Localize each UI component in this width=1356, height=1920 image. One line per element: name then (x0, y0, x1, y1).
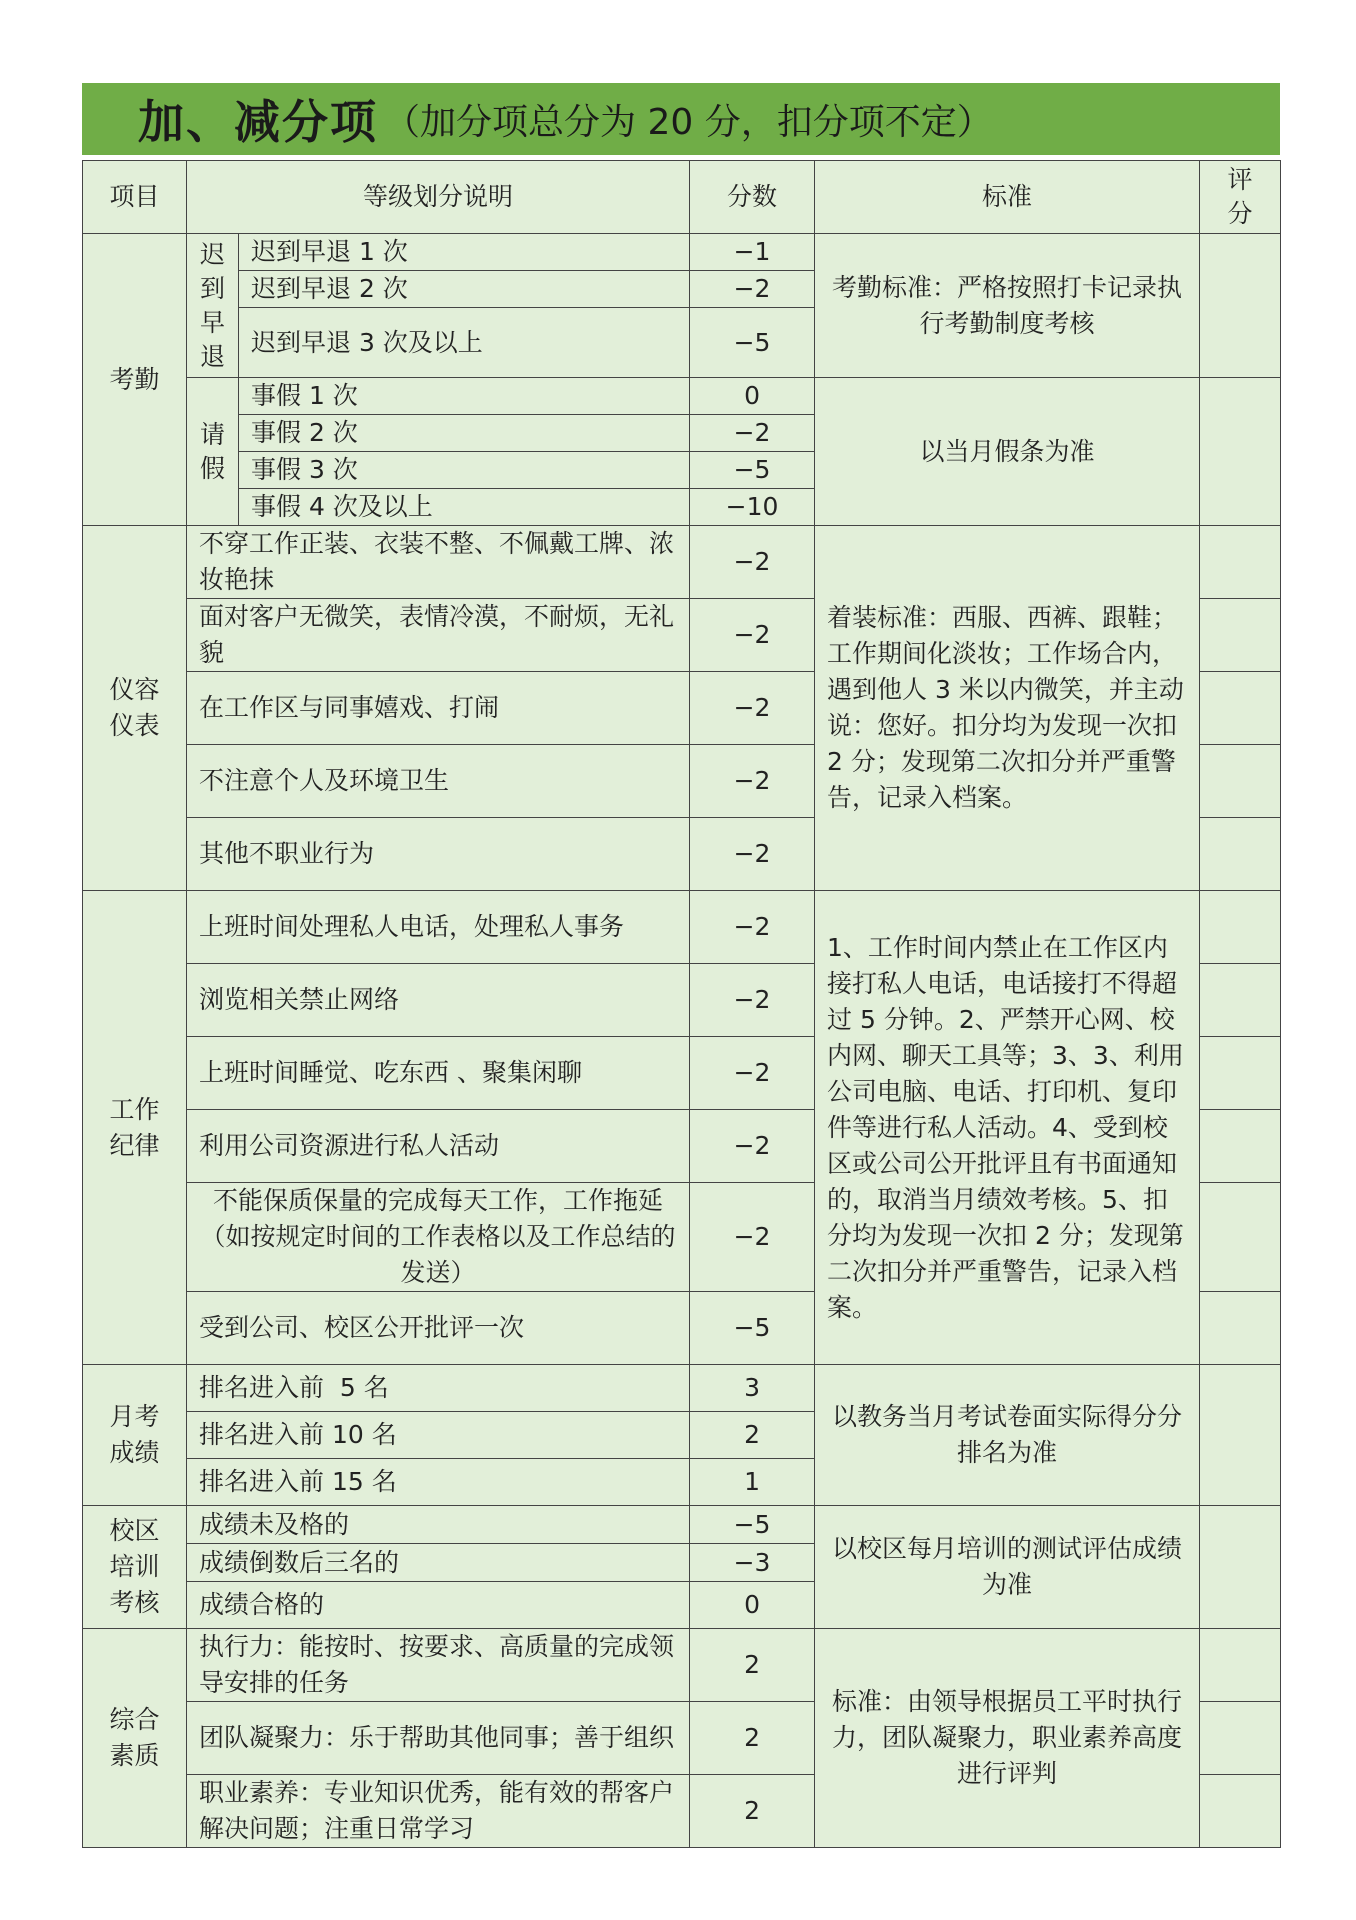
row-score: 0 (690, 378, 815, 415)
rating-cell[interactable] (1200, 1702, 1281, 1775)
row-description: 利用公司资源进行私人活动 (187, 1110, 690, 1183)
category-quality: 综合素质 (109, 1705, 160, 1770)
header-score: 分数 (690, 161, 815, 234)
rating-cell[interactable] (1200, 1110, 1281, 1183)
row-description: 迟到早退 2 次 (239, 271, 690, 308)
rating-cell[interactable] (1200, 234, 1281, 378)
page-title: 加、减分项 (138, 95, 378, 149)
rating-cell[interactable] (1200, 1775, 1281, 1848)
row-score: −5 (690, 308, 815, 378)
table-row (83, 1629, 1281, 1702)
title-banner (82, 83, 1280, 155)
row-description: 执行力：能按时、按要求、高质量的完成领导安排的任务 (187, 1629, 690, 1702)
row-score: 2 (690, 1412, 815, 1459)
row-score: 1 (690, 1459, 815, 1506)
row-score: −10 (690, 489, 815, 526)
subcategory-late: 迟到早退 (199, 239, 225, 371)
rating-cell[interactable] (1200, 1292, 1281, 1365)
row-description: 事假 3 次 (239, 452, 690, 489)
row-description: 在工作区与同事嬉戏、打闹 (187, 672, 690, 745)
row-description: 迟到早退 1 次 (239, 234, 690, 271)
table-row (83, 234, 1281, 271)
row-score: −2 (690, 1110, 815, 1183)
subcategory-leave: 请假 (199, 419, 225, 483)
row-description: 不能保质保量的完成每天工作，工作拖延（如按规定时间的工作表格以及工作总结的发送） (187, 1183, 690, 1292)
row-description: 受到公司、校区公开批评一次 (187, 1292, 690, 1365)
row-score: −2 (690, 891, 815, 964)
standard-quality: 标准：由领导根据员工平时执行力，团队凝聚力，职业素养高度进行评判 (815, 1629, 1200, 1848)
header-description: 等级划分说明 (187, 161, 690, 234)
row-description: 不穿工作正装、衣装不整、不佩戴工牌、浓妆艳抹 (187, 526, 690, 599)
row-score: −2 (690, 271, 815, 308)
row-description: 职业素养：专业知识优秀，能有效的帮客户解决问题；注重日常学习 (187, 1775, 690, 1848)
rating-cell[interactable] (1200, 1183, 1281, 1292)
header-row (83, 161, 1281, 234)
row-description: 上班时间睡觉、吃东西 、聚集闲聊 (187, 1037, 690, 1110)
row-description: 事假 4 次及以上 (239, 489, 690, 526)
row-description: 成绩未及格的 (187, 1506, 690, 1544)
standard-training: 以校区每月培训的测试评估成绩为准 (815, 1506, 1200, 1629)
table-row (83, 891, 1281, 964)
category-training: 校区培训考核 (109, 1516, 160, 1617)
row-score: −3 (690, 1544, 815, 1582)
row-description: 浏览相关禁止网络 (187, 964, 690, 1037)
row-description: 事假 1 次 (239, 378, 690, 415)
row-description: 上班时间处理私人电话，处理私人事务 (187, 891, 690, 964)
row-score: 0 (690, 1582, 815, 1629)
row-score: −2 (690, 745, 815, 818)
row-description: 面对客户无微笑，表情冷漠，不耐烦，无礼貌 (187, 599, 690, 672)
standard-leave: 以当月假条为准 (815, 378, 1200, 526)
rating-cell[interactable] (1200, 891, 1281, 964)
table-row (83, 1506, 1281, 1544)
row-score: −2 (690, 1037, 815, 1110)
row-description: 排名进入前 10 名 (187, 1412, 690, 1459)
category-attendance: 考勤 (83, 234, 187, 526)
row-description: 排名进入前 5 名 (187, 1365, 690, 1412)
row-score: −2 (690, 672, 815, 745)
rating-cell[interactable] (1200, 526, 1281, 599)
category-appearance: 仪容仪表 (109, 675, 160, 740)
row-score: −5 (690, 1292, 815, 1365)
row-description: 不注意个人及环境卫生 (187, 745, 690, 818)
category-discipline: 工作纪律 (109, 1094, 160, 1160)
rating-cell[interactable] (1200, 1365, 1281, 1506)
row-description: 其他不职业行为 (187, 818, 690, 891)
standard-appearance: 着装标准：西服、西裤、跟鞋；工作期间化淡妆；工作场合内，遇到他人 3 米以内微笑，并主动说：您好。扣分均为发现一次扣 2 分；发现第二次扣分并严重警告，记录入档案。 (815, 526, 1200, 891)
standard-exam: 以教务当月考试卷面实际得分分排名为准 (815, 1365, 1200, 1506)
standard-attendance: 考勤标准：严格按照打卡记录执行考勤制度考核 (815, 234, 1200, 378)
rating-cell[interactable] (1200, 1037, 1281, 1110)
header-item: 项目 (83, 161, 187, 234)
header-rating: 评分 (1227, 165, 1253, 228)
table-row (83, 526, 1281, 599)
category-exam: 月考成绩 (109, 1402, 160, 1467)
row-score: −2 (690, 964, 815, 1037)
rating-cell[interactable] (1200, 745, 1281, 818)
rating-cell[interactable] (1200, 1506, 1281, 1629)
rating-cell[interactable] (1200, 818, 1281, 891)
row-description: 迟到早退 3 次及以上 (239, 308, 690, 378)
row-description: 排名进入前 15 名 (187, 1459, 690, 1506)
row-score: −2 (690, 818, 815, 891)
row-score: −1 (690, 234, 815, 271)
row-score: −2 (690, 599, 815, 672)
row-description: 团队凝聚力：乐于帮助其他同事；善于组织 (187, 1702, 690, 1775)
row-score: −5 (690, 1506, 815, 1544)
scoring-table (82, 160, 1281, 1848)
table-row (83, 378, 1281, 415)
row-score: 3 (690, 1365, 815, 1412)
row-score: −2 (690, 526, 815, 599)
page-subtitle: （加分项总分为 20 分，扣分项不定） (384, 101, 993, 143)
table-row (83, 1365, 1281, 1412)
row-score: −2 (690, 1183, 815, 1292)
rating-cell[interactable] (1200, 1629, 1281, 1702)
row-score: 2 (690, 1629, 815, 1702)
standard-discipline: 1、工作时间内禁止在工作区内接打私人电话，电话接打不得超过 5 分钟。2、严禁开心网、校内网、聊天工具等；3、3、利用公司电脑、电话、打印机、复印件等进行私人活动。4、受到校区或公司公开批评且有书面通知的，取消当月绩效考核。5、扣分均为发现一次扣 2 分；发现第二次扣分并严重警告，记录入档案。 (815, 891, 1200, 1365)
row-description: 成绩合格的 (187, 1582, 690, 1629)
row-score: −2 (690, 415, 815, 452)
row-score: 2 (690, 1702, 815, 1775)
row-description: 成绩倒数后三名的 (187, 1544, 690, 1582)
row-description: 事假 2 次 (239, 415, 690, 452)
rating-cell[interactable] (1200, 672, 1281, 745)
rating-cell[interactable] (1200, 964, 1281, 1037)
rating-cell[interactable] (1200, 599, 1281, 672)
rating-cell[interactable] (1200, 378, 1281, 526)
row-score: 2 (690, 1775, 815, 1848)
row-score: −5 (690, 452, 815, 489)
header-standard: 标准 (815, 161, 1200, 234)
